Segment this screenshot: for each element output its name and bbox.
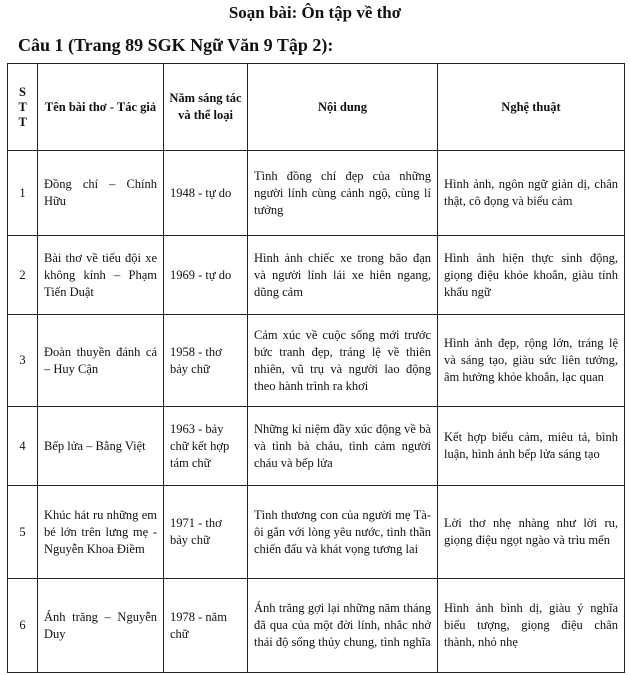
cell-stt: 4: [8, 407, 38, 486]
question-heading: Câu 1 (Trang 89 SGK Ngữ Văn 9 Tập 2):: [18, 35, 334, 55]
cell-content: Ánh trăng gợi lại những năm tháng đã qua của một đời lính, nhắc nhở thái độ sống thủy chung, tình nghĩa: [248, 579, 438, 673]
table-row: [8, 236, 625, 315]
cell-content: Tình thương con của người mẹ Tà-ôi gắn với lòng yêu nước, tinh thần chiến đấu và khát vọng tương lai: [248, 486, 438, 579]
cell-poem: Khúc hát ru những em bé lớn trên lưng mẹ - Nguyễn Khoa Điềm: [38, 486, 164, 579]
cell-stt: 6: [8, 579, 38, 673]
cell-stt: 2: [8, 236, 38, 315]
cell-poem: Đoàn thuyền đánh cá – Huy Cận: [38, 315, 164, 407]
cell-art: Hình ảnh hiện thực sinh động, giọng điệu khỏe khoắn, giàu tính khẩu ngữ: [438, 236, 625, 315]
cell-art: Hình ảnh bình dị, giàu ý nghĩa biểu tượng, giọng điệu chân thành, nhỏ nhẹ: [438, 579, 625, 673]
cell-stt: 3: [8, 315, 38, 407]
cell-stt: 5: [8, 486, 38, 579]
page-title: Soạn bài: Ôn tập về thơ: [228, 3, 402, 22]
table-header-row: [8, 64, 625, 151]
cell-year: 1971 - thơ bảy chữ: [164, 486, 248, 579]
table-row: [8, 407, 625, 486]
table-row: [8, 151, 625, 236]
header-year: Năm sáng tác và thể loại: [164, 64, 248, 151]
header-content: Nội dung: [248, 64, 438, 151]
cell-art: Hình ảnh, ngôn ngữ giản dị, chân thật, cô đọng và biểu cảm: [438, 151, 625, 236]
table-row: [8, 579, 625, 673]
header-poem: Tên bài thơ - Tác giả: [38, 64, 164, 151]
poetry-review-table: [7, 63, 625, 673]
cell-year: 1978 - năm chữ: [164, 579, 248, 673]
cell-year: 1948 - tự do: [164, 151, 248, 236]
cell-content: Những kỉ niệm đầy xúc động về bà và tình bà cháu, tình cảm người cháu và bếp lửa: [248, 407, 438, 486]
cell-art: Kết hợp biểu cảm, miêu tả, bình luận, hình ảnh bếp lửa sáng tạo: [438, 407, 625, 486]
cell-poem: Ánh trăng – Nguyễn Duy: [38, 579, 164, 673]
table-row: [8, 315, 625, 407]
cell-content: Cảm xúc về cuộc sống mới trước bức tranh đẹp, tráng lệ về thiên nhiên, vũ trụ và người lao động theo hành trình ra khơi: [248, 315, 438, 407]
cell-year: 1963 - bảy chữ kết hợp tám chữ: [164, 407, 248, 486]
cell-poem: Đồng chí – Chính Hữu: [38, 151, 164, 236]
cell-stt: 1: [8, 151, 38, 236]
header-stt: [8, 64, 38, 151]
cell-poem: Bếp lửa – Bằng Việt: [38, 407, 164, 486]
cell-art: Lời thơ nhẹ nhàng như lời ru, giọng điệu ngọt ngào và trìu mến: [438, 486, 625, 579]
header-stt-text: S T T: [18, 84, 27, 129]
cell-content: Tình đồng chí đẹp của những người lính cùng cảnh ngộ, cùng lí tưởng: [248, 151, 438, 236]
cell-content: Hình ảnh chiếc xe trong bão đạn và người lính lái xe hiên ngang, dũng cảm: [248, 236, 438, 315]
cell-art: Hình ảnh đẹp, rộng lớn, tráng lệ và sáng tạo, giàu sức liên tưởng, âm hưởng khỏe khoắn, lạc quan: [438, 315, 625, 407]
header-art: Nghệ thuật: [438, 64, 625, 151]
table-row: [8, 486, 625, 579]
cell-year: 1958 - thơ bảy chữ: [164, 315, 248, 407]
cell-year: 1969 - tự do: [164, 236, 248, 315]
cell-poem: Bài thơ về tiểu đội xe không kính – Phạm Tiến Duật: [38, 236, 164, 315]
